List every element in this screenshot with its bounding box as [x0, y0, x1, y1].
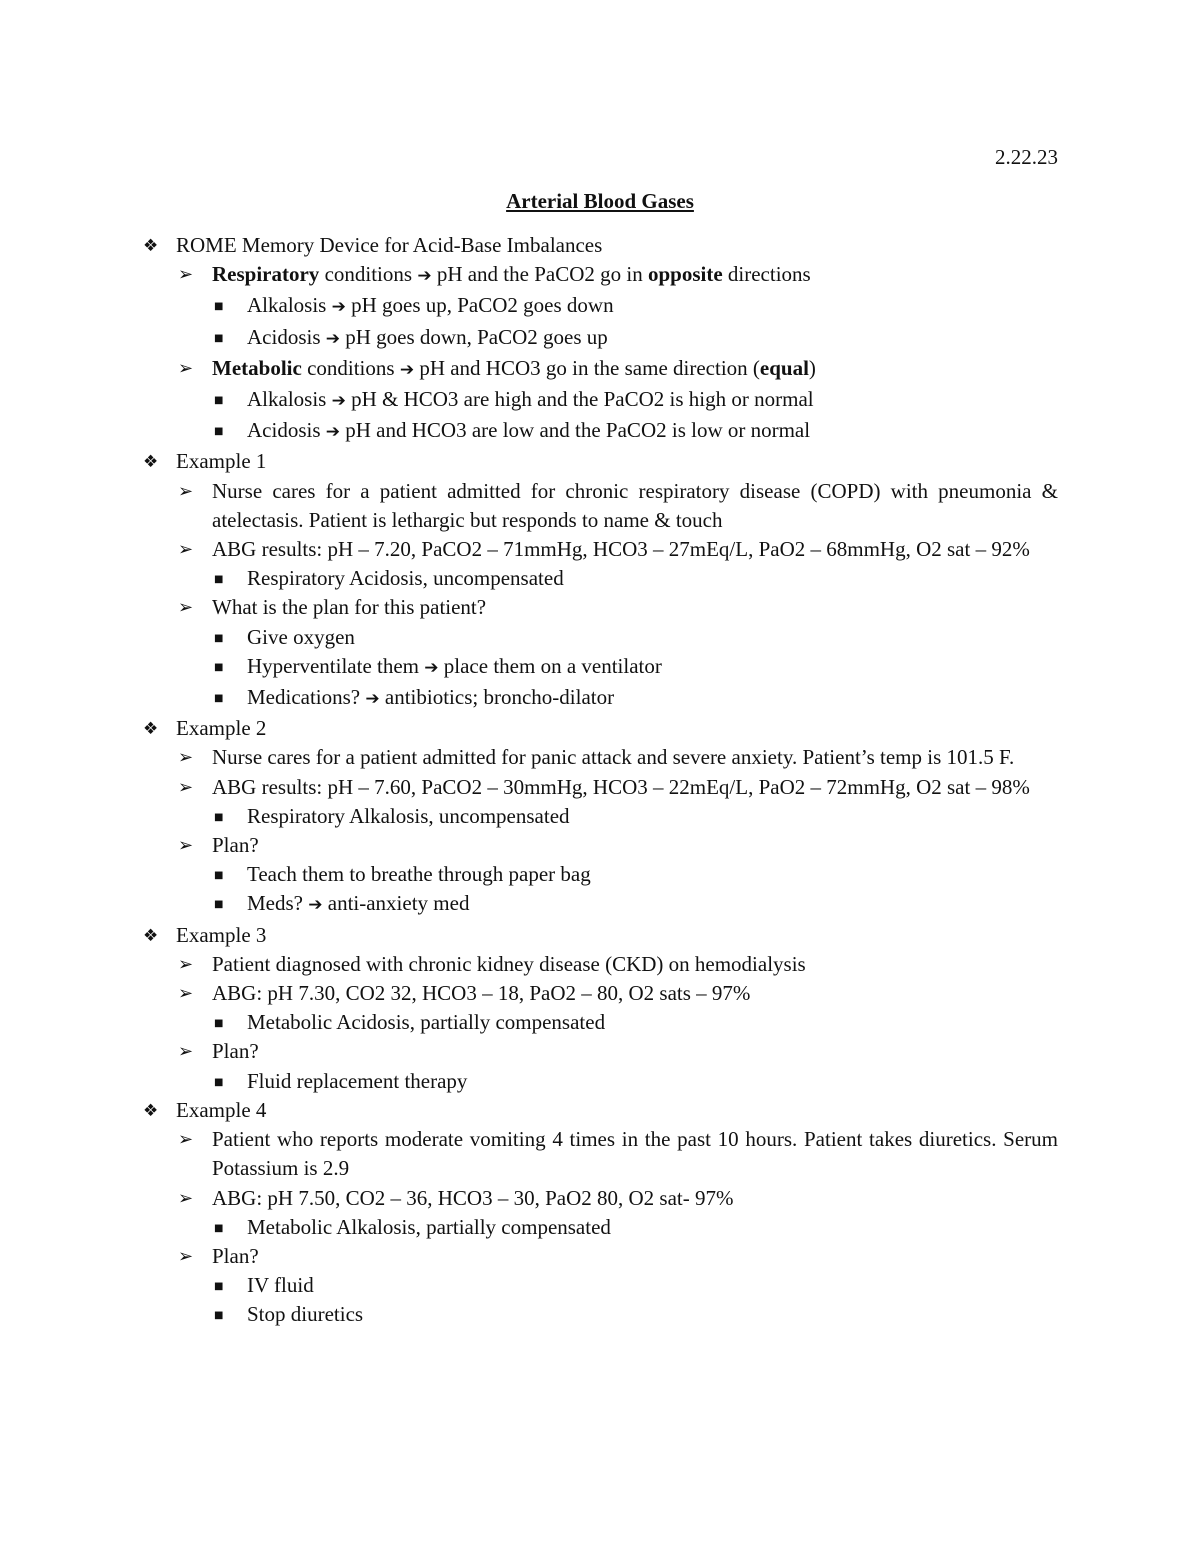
list-text: ABG: pH 7.50, CO2 – 36, HCO3 – 30, PaO2 80, O2 sat- 97% — [212, 1185, 734, 1210]
list-text: Give oxygen — [247, 624, 355, 649]
list-text: Metabolic Acidosis, partially compensated — [247, 1010, 606, 1035]
list-item — [0, 773, 1200, 802]
square-bullet-icon: ■ — [214, 1310, 224, 1322]
list-item — [0, 1271, 1200, 1300]
right-arrow-icon: ➔ — [325, 422, 340, 443]
list-item — [0, 860, 1200, 889]
square-bullet-icon: ■ — [214, 811, 224, 823]
document-date: 2.22.23 — [995, 145, 1058, 169]
list-item — [0, 1184, 1200, 1213]
list-text: Patient diagnosed with chronic kidney disease (CKD) on hemodialysis — [212, 951, 806, 976]
list-item — [0, 385, 1200, 416]
right-arrow-icon: ➔ — [325, 328, 340, 349]
list-item — [0, 260, 1200, 291]
list-text: Nurse cares for a patient admitted for panic attack and severe anxiety. Patient’s temp is 101.5 F. — [212, 745, 1015, 770]
diamond-bullet-icon: ❖ — [143, 1100, 159, 1121]
list-text: What is the plan for this patient? — [212, 595, 487, 620]
square-bullet-icon: ■ — [214, 870, 224, 882]
list-text: Medications? ➔ antibiotics; broncho-dilator — [247, 685, 615, 710]
arrowhead-bullet-icon: ➢ — [178, 480, 194, 502]
list-text: Acidosis ➔ pH goes down, PaCO2 goes up — [247, 324, 608, 349]
square-bullet-icon: ■ — [214, 426, 224, 438]
square-bullet-icon: ■ — [214, 1281, 224, 1293]
list-item — [0, 1008, 1200, 1037]
arrowhead-bullet-icon: ➢ — [178, 1187, 194, 1209]
right-arrow-icon: ➔ — [417, 266, 432, 287]
square-bullet-icon: ■ — [214, 693, 224, 705]
list-text: ABG results: pH – 7.60, PaCO2 – 30mmHg, HCO3 – 22mEq/L, PaO2 – 72mmHg, O2 sat – 98% — [212, 774, 1030, 799]
list-text: Patient who reports moderate vomiting 4 times in the past 10 hours. Patient takes diuretics. Serum Potassium is 2.9 — [212, 1127, 1058, 1181]
list-text: Meds? ➔ anti-anxiety med — [247, 891, 470, 916]
list-item — [0, 231, 1200, 260]
square-bullet-icon: ■ — [214, 632, 224, 644]
square-bullet-icon: ■ — [214, 1018, 224, 1030]
square-bullet-icon: ■ — [214, 395, 224, 407]
list-text: IV fluid — [247, 1273, 314, 1298]
list-item — [0, 979, 1200, 1008]
arrowhead-bullet-icon: ➢ — [178, 1245, 194, 1267]
list-item — [0, 1037, 1200, 1066]
arrowhead-bullet-icon: ➢ — [178, 264, 194, 286]
list-text: Respiratory conditions ➔ pH and the PaCO2 go in opposite directions — [212, 262, 811, 287]
list-item — [0, 714, 1200, 743]
square-bullet-icon: ■ — [214, 661, 224, 673]
list-item — [0, 683, 1200, 714]
list-text: Plan? — [212, 833, 259, 858]
list-item — [0, 1125, 1200, 1183]
section-heading: ROME Memory Device for Acid-Base Imbalances — [176, 233, 603, 257]
list-text: Hyperventilate them ➔ place them on a ventilator — [247, 653, 662, 678]
section-heading: Example 3 — [176, 922, 267, 947]
list-text: ABG results: pH – 7.20, PaCO2 – 71mmHg, HCO3 – 27mEq/L, PaO2 – 68mmHg, O2 sat – 92% — [212, 537, 1030, 562]
list-item — [0, 323, 1200, 354]
diamond-bullet-icon: ❖ — [143, 925, 159, 946]
list-item — [0, 950, 1200, 979]
list-text: Fluid replacement therapy — [247, 1068, 468, 1093]
list-item — [0, 889, 1200, 920]
right-arrow-icon: ➔ — [365, 689, 380, 710]
section-heading: Example 2 — [176, 716, 267, 741]
list-item — [0, 1067, 1200, 1096]
right-arrow-icon: ➔ — [399, 359, 415, 380]
notes-list — [0, 231, 1200, 1330]
right-arrow-icon: ➔ — [331, 391, 346, 412]
arrowhead-bullet-icon: ➢ — [178, 835, 194, 857]
square-bullet-icon: ■ — [214, 301, 224, 313]
list-item — [0, 564, 1200, 593]
list-text: Plan? — [212, 1039, 259, 1064]
list-item — [0, 291, 1200, 322]
arrowhead-bullet-icon: ➢ — [178, 983, 194, 1005]
arrowhead-bullet-icon: ➢ — [178, 357, 194, 379]
section-heading: Example 1 — [176, 449, 267, 474]
square-bullet-icon: ■ — [214, 332, 224, 344]
diamond-bullet-icon: ❖ — [143, 452, 159, 473]
arrowhead-bullet-icon: ➢ — [178, 597, 194, 619]
list-text: ABG: pH 7.30, CO2 32, HCO3 – 18, PaO2 – 80, O2 sats – 97% — [212, 981, 751, 1006]
list-text: Plan? — [212, 1243, 259, 1268]
square-bullet-icon: ■ — [214, 1222, 224, 1234]
list-item — [0, 1213, 1200, 1242]
list-text: Alkalosis ➔ pH & HCO3 are high and the PaCO2 is high or normal — [247, 387, 814, 412]
list-item — [0, 354, 1200, 385]
list-item — [0, 416, 1200, 447]
list-item — [0, 535, 1200, 564]
list-item — [0, 623, 1200, 652]
diamond-bullet-icon: ❖ — [143, 719, 159, 740]
list-text: Teach them to breathe through paper bag — [247, 862, 591, 887]
list-item — [0, 921, 1200, 950]
right-arrow-icon: ➔ — [331, 297, 346, 318]
list-text: Respiratory Alkalosis, uncompensated — [247, 803, 570, 828]
list-text: Metabolic Alkalosis, partially compensated — [247, 1214, 611, 1239]
list-text: Respiratory Acidosis, uncompensated — [247, 566, 564, 591]
list-item — [0, 831, 1200, 860]
section-heading: Example 4 — [176, 1097, 267, 1122]
list-item — [0, 1096, 1200, 1125]
list-item — [0, 652, 1200, 683]
list-item — [0, 477, 1200, 535]
list-text: Nurse cares for a patient admitted for chronic respiratory disease (COPD) with pneumonia & atelectasis. Patient is lethargic but responds to name & touch — [212, 478, 1058, 532]
list-item — [0, 802, 1200, 831]
arrowhead-bullet-icon: ➢ — [178, 1041, 194, 1063]
square-bullet-icon: ■ — [214, 574, 224, 586]
list-text: Alkalosis ➔ pH goes up, PaCO2 goes down — [247, 293, 614, 318]
list-item — [0, 1300, 1200, 1329]
list-text: Metabolic conditions ➔ pH and HCO3 go in the same direction (equal) — [212, 355, 816, 380]
list-item — [0, 1242, 1200, 1271]
arrowhead-bullet-icon: ➢ — [178, 1129, 194, 1151]
right-arrow-icon: ➔ — [308, 895, 323, 916]
list-text: Stop diuretics — [247, 1302, 364, 1327]
square-bullet-icon: ■ — [214, 899, 224, 911]
arrowhead-bullet-icon: ➢ — [178, 747, 194, 769]
square-bullet-icon: ■ — [214, 1076, 224, 1088]
diamond-bullet-icon: ❖ — [143, 236, 159, 256]
arrowhead-bullet-icon: ➢ — [178, 539, 194, 561]
list-item — [0, 447, 1200, 476]
arrowhead-bullet-icon: ➢ — [178, 776, 194, 798]
right-arrow-icon: ➔ — [424, 657, 439, 678]
list-text: Acidosis ➔ pH and HCO3 are low and the PaCO2 is low or normal — [247, 418, 811, 443]
list-item — [0, 743, 1200, 772]
page-title: Arterial Blood Gases — [506, 189, 694, 213]
list-item — [0, 593, 1200, 622]
arrowhead-bullet-icon: ➢ — [178, 953, 194, 975]
